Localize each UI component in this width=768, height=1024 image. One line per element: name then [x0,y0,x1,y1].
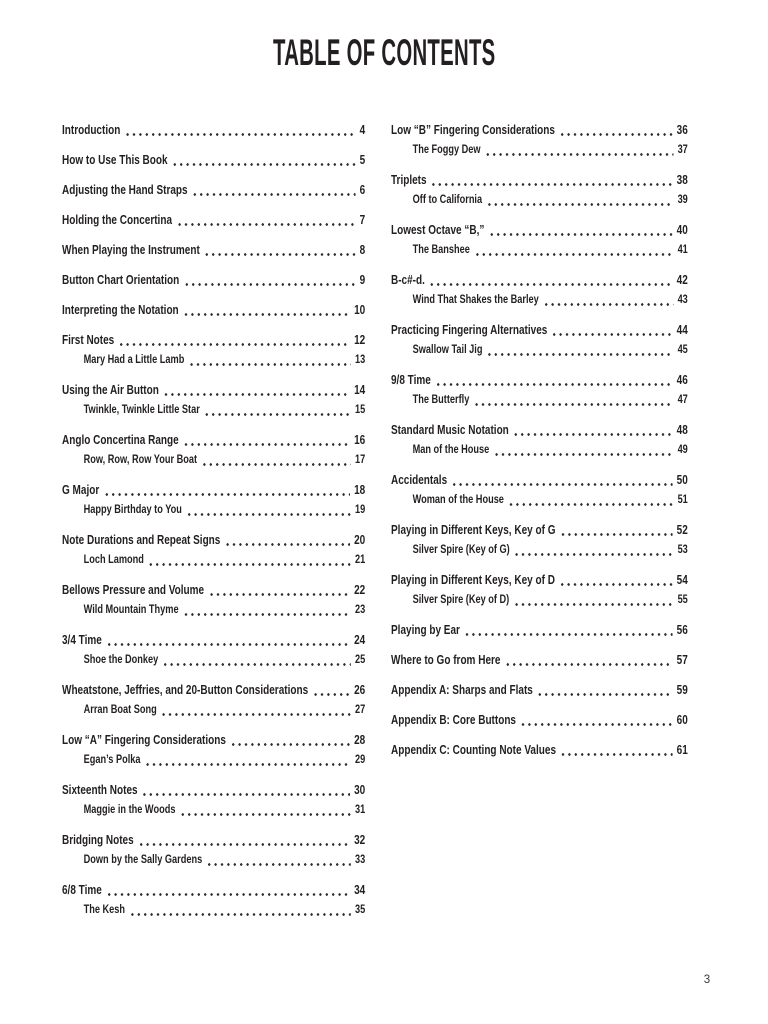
dot-leader [559,583,673,586]
toc-entry-title: Wind That Shakes the Barley [412,294,539,306]
toc-entry-page: 46 [676,373,688,387]
toc-entry-title: Shoe the Donkey [83,654,159,666]
toc-row [62,333,365,348]
toc-row [391,193,688,208]
dot-leader [106,893,350,896]
toc-entry-title: Row, Row, Row Your Boat [83,454,198,466]
toc-row [62,883,365,898]
dot-leader [106,643,350,646]
dot-leader [551,333,672,336]
dot-leader [145,763,351,766]
toc-row [62,683,365,698]
dot-leader [513,603,673,606]
toc-entry-title: Accidentals [391,473,448,487]
toc-entry-title: Holding the Concertina [62,213,172,227]
dot-leader [429,283,673,286]
toc-row [62,603,365,618]
toc-row [62,403,365,418]
toc-row [62,453,365,468]
dot-leader [559,533,672,536]
toc-entry-page: 43 [677,294,688,306]
toc-entry-page: 40 [676,223,688,237]
toc-entry-page: 14 [354,383,366,397]
toc-entry-page: 56 [676,623,688,637]
toc-entry-title: Playing in Different Keys, Key of G [391,523,556,537]
dot-leader [179,813,351,816]
dot-leader [201,463,351,466]
toc-row [391,593,688,608]
dot-leader [186,513,351,516]
toc-entry-page: 51 [677,494,688,506]
toc-entry-page: 32 [354,833,366,847]
toc-entry-page: 52 [676,523,688,537]
toc-entry-page: 30 [354,783,366,797]
dot-leader [138,843,350,846]
toc-entry-title: Happy Birthday to You [83,504,182,516]
dot-leader [543,303,674,306]
toc-row [391,173,688,188]
toc-row [62,753,365,768]
toc-row [391,623,688,638]
toc-row [62,533,365,548]
toc-row [391,473,688,488]
toc-row [62,123,365,138]
toc-entry-page: 60 [676,713,688,727]
toc-entry-title: Egan’s Polka [83,754,141,766]
toc-entry-title: Mary Had a Little Lamb [83,354,185,366]
toc-entry-title: When Playing the Instrument [62,243,200,257]
toc-row [62,903,365,918]
toc-entry-title: Wild Mountain Thyme [83,604,179,616]
toc-entry-page: 44 [676,323,688,337]
dot-leader [124,133,355,136]
toc-entry-page: 25 [354,654,366,666]
dot-leader [514,553,674,556]
dot-leader [183,283,355,286]
toc-entry-title: Low “A” Fingering Considerations [62,733,226,747]
toc-row [391,293,688,308]
dot-leader [183,313,350,316]
toc-entry-page: 49 [677,444,688,456]
toc-entry-title: The Banshee [412,244,470,256]
toc-row [62,653,365,668]
toc-entry-page: 18 [354,483,366,497]
toc-entry-title: First Notes [62,333,115,347]
toc-entry-title: Low “B” Fingering Considerations [391,123,555,137]
toc-entry-page: 10 [354,303,366,317]
toc-entry-title: Standard Music Notation [391,423,509,437]
dot-leader [163,393,350,396]
toc-entry-page: 61 [676,743,688,757]
toc-row [62,483,365,498]
toc-entry-title: How to Use This Book [62,153,168,167]
toc-entry-page: 38 [676,173,688,187]
toc-row [391,683,688,698]
dot-leader [204,413,351,416]
toc-row [391,243,688,258]
toc-entry-page: 48 [676,423,688,437]
toc-entry-page: 35 [354,904,366,916]
toc-row [62,833,365,848]
dot-leader [224,543,350,546]
toc-row [62,803,365,818]
toc-row [62,303,365,318]
toc-entry-page: 54 [676,573,688,587]
toc-entry-title: Bridging Notes [62,833,134,847]
dot-leader [230,743,350,746]
page-title-container [0,33,768,73]
toc-entry-title: Note Durations and Repeat Signs [62,533,221,547]
toc-entry-page: 13 [354,354,366,366]
toc-entry-title: Where to Go from Here [391,653,501,667]
toc-entry-page: 34 [354,883,366,897]
toc-entry-page: 36 [676,123,688,137]
toc-entry-title: Interpreting the Notation [62,303,179,317]
toc-entry-page: 19 [354,504,366,516]
toc-entry-title: Bellows Pressure and Volume [62,583,205,597]
dot-leader [520,723,673,726]
dot-leader [118,343,350,346]
toc-entry-page: 41 [677,244,688,256]
dot-leader [513,433,673,436]
toc-entry-page: 53 [677,544,688,556]
dot-leader [188,363,351,366]
toc-entry-page: 6 [359,183,366,197]
toc-entry-title: Man of the House [412,444,490,456]
toc-row [62,733,365,748]
toc-row [391,743,688,758]
dot-leader [474,253,674,256]
toc-entry-title: 6/8 Time [62,883,102,897]
toc-row [391,653,688,668]
toc-entry-title: The Kesh [83,904,126,916]
dot-leader [176,223,356,226]
toc-column-right [391,108,688,758]
toc-row [62,153,365,168]
dot-leader [486,353,673,356]
dot-leader [206,863,351,866]
toc-entry-page: 33 [354,854,366,866]
toc-entry-page: 4 [359,123,366,137]
toc-entry-page: 45 [677,344,688,356]
toc-entry-title: Silver Spire (Key of G) [412,544,510,556]
dot-leader [183,443,350,446]
toc-entry-title: Off to California [412,194,483,206]
toc-entry-title: Lowest Octave “B,” [391,223,485,237]
toc-row [391,143,688,158]
toc-entry-page: 47 [677,394,688,406]
toc-row [391,223,688,238]
toc-entry-title: Button Chart Orientation [62,273,180,287]
toc-entry-title: 9/8 Time [391,373,431,387]
dot-leader [103,493,350,496]
toc-entry-title: Playing by Ear [391,623,460,637]
toc-entry-title: Appendix B: Core Buttons [391,713,516,727]
toc-row [62,273,365,288]
toc-entry-title: Woman of the House [412,494,504,506]
toc-row [391,523,688,538]
dot-leader [488,233,672,236]
dot-leader [486,203,673,206]
toc-entry-page: 20 [354,533,366,547]
dot-leader [537,693,673,696]
dot-leader [504,663,672,666]
toc-entry-title: Loch Lamond [83,554,144,566]
toc-entry-page: 28 [354,733,366,747]
toc-entry-page: 17 [354,454,366,466]
toc-entry-title: Anglo Concertina Range [62,433,179,447]
toc-entry-page: 50 [676,473,688,487]
toc-entry-title: Silver Spire (Key of D) [412,594,510,606]
toc-entry-title: Down by the Sally Gardens [83,854,203,866]
toc-entry-page: 37 [677,144,688,156]
toc-entry-title: G Major [62,483,100,497]
toc-row [62,243,365,258]
toc-entry-page: 9 [359,273,366,287]
toc-row [391,323,688,338]
dot-leader [142,793,351,796]
toc-entry-title: Triplets [391,173,427,187]
toc-entry-title: The Butterfly [412,394,470,406]
toc-entry-title: Sixteenth Notes [62,783,138,797]
dot-leader [451,483,673,486]
page-number: 3 [703,974,711,986]
toc-entry-title: B-c#-d. [391,273,425,287]
toc-row [62,853,365,868]
toc-entry-page: 27 [354,704,366,716]
toc-row [62,183,365,198]
toc-entry-page: 15 [354,404,366,416]
toc-row [391,343,688,358]
toc-entry-page: 5 [359,153,366,167]
toc-entry-page: 31 [354,804,366,816]
toc-entry-page: 16 [354,433,366,447]
page-title: TABLE OF CONTENTS [272,32,496,73]
toc-row [391,123,688,138]
toc-row [391,373,688,388]
toc-row [391,423,688,438]
toc-entry-title: Swallow Tail Jig [412,344,483,356]
toc-row [62,503,365,518]
toc-entry-title: Appendix C: Counting Note Values [391,743,557,757]
toc-entry-page: 39 [677,194,688,206]
toc-row [62,383,365,398]
toc-row [62,353,365,368]
toc-row [62,583,365,598]
toc-entry-page: 57 [676,653,688,667]
dot-leader [473,403,673,406]
toc-entry-title: Practicing Fingering Alternatives [391,323,548,337]
dot-leader [435,383,673,386]
dot-leader [485,153,674,156]
toc-entry-title: Arran Boat Song [83,704,157,716]
toc-entry-title: Using the Air Button [62,383,159,397]
toc-entry-page: 59 [676,683,688,697]
dot-leader [129,913,351,916]
dot-leader [162,663,351,666]
toc-entry-title: Playing in Different Keys, Key of D [391,573,555,587]
toc-entry-page: 42 [676,273,688,287]
toc-row [62,213,365,228]
toc-entry-page: 26 [354,683,366,697]
toc-entry-page: 8 [359,243,366,257]
dot-leader [431,183,673,186]
toc-entry-page: 21 [354,554,366,566]
toc-row [391,573,688,588]
toc-entry-title: Maggie in the Woods [83,804,176,816]
toc-row [62,633,365,648]
dot-leader [172,163,356,166]
toc-entry-title: Twinkle, Twinkle Little Star [83,404,200,416]
toc-entry-page: 29 [354,754,366,766]
toc-row [391,543,688,558]
toc-entry-page: 23 [354,604,366,616]
toc-column-left [62,108,365,918]
dot-leader [508,503,674,506]
dot-leader [560,753,673,756]
toc-row [391,393,688,408]
toc-entry-title: Adjusting the Hand Straps [62,183,188,197]
toc-row [391,713,688,728]
toc-entry-page: 12 [354,333,366,347]
toc-entry-page: 22 [354,583,366,597]
dot-leader [208,593,350,596]
toc-row [391,443,688,458]
dot-leader [161,713,351,716]
dot-leader [204,253,356,256]
dot-leader [559,133,673,136]
dot-leader [148,563,351,566]
toc-entry-title: The Foggy Dew [412,144,481,156]
dot-leader [464,633,673,636]
toc-entry-title: Introduction [62,123,121,137]
toc-entry-page: 7 [359,213,366,227]
toc-entry-title: 3/4 Time [62,633,102,647]
toc-entry-page: 55 [677,594,688,606]
toc-row [391,273,688,288]
toc-row [391,493,688,508]
toc-entry-title: Wheatstone, Jeffries, and 20-Button Considerations [62,683,309,697]
dot-leader [312,693,350,696]
toc-entry-page: 24 [354,633,366,647]
dot-leader [183,613,351,616]
dot-leader [493,453,673,456]
toc-row [62,783,365,798]
toc-entry-title: Appendix A: Sharps and Flats [391,683,533,697]
dot-leader [192,193,356,196]
toc-row [62,433,365,448]
toc-row [62,703,365,718]
toc-row [62,553,365,568]
